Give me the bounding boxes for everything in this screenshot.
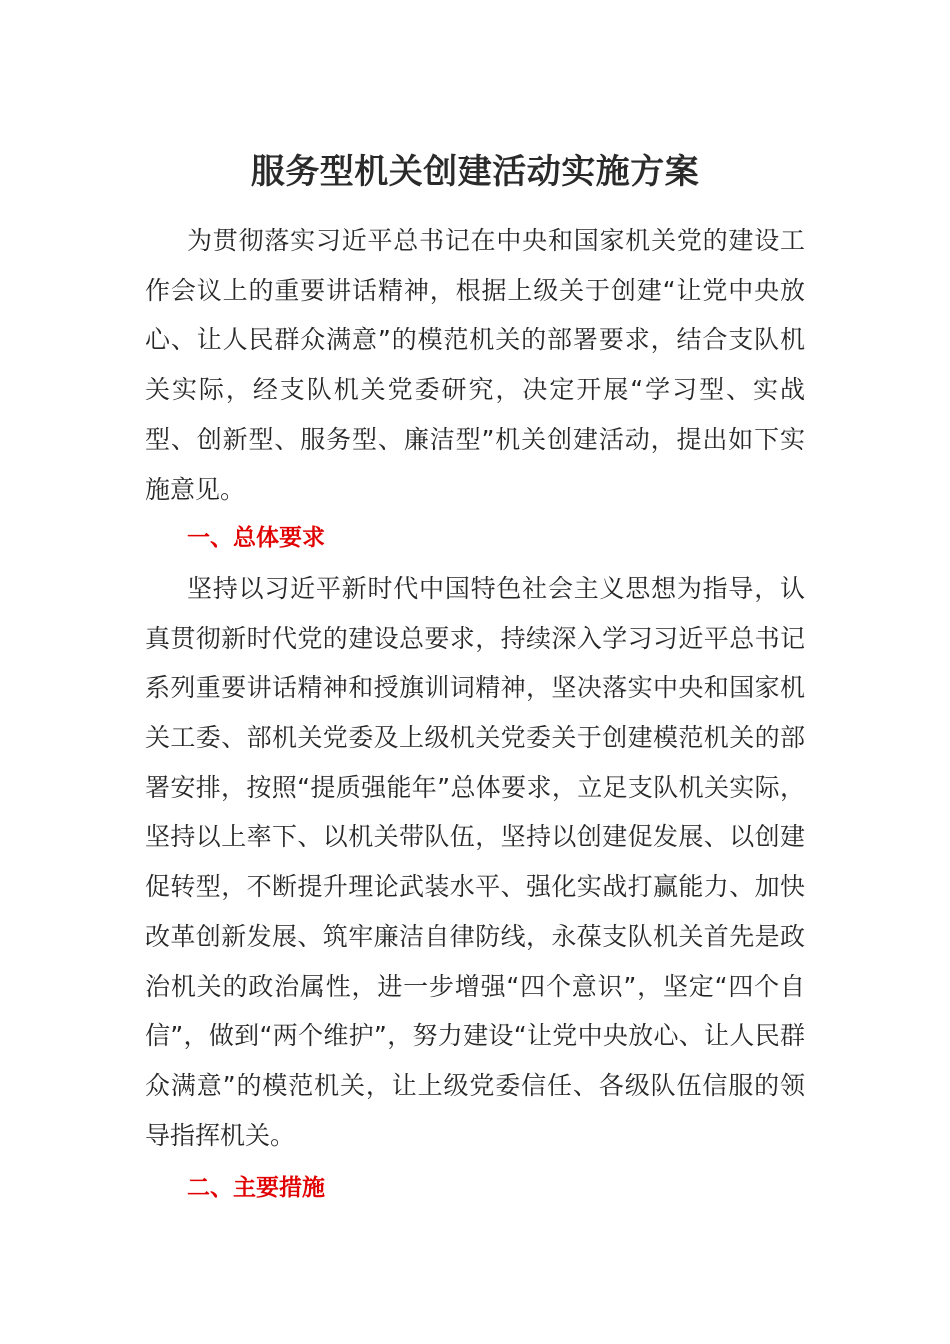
document-body [145,216,805,1214]
section-heading-main-measures: 二、主要措施 [187,1175,325,1202]
section-heading-general-requirements: 一、总体要求 [187,525,325,552]
document-title: 服务型机关创建活动实施方案 [250,152,700,192]
general-requirements-paragraph: 坚持以习近平新时代中国特色社会主义思想为指导，认真贯彻新时代党的建设总要求，持续深入学习习近平总书记系列重要讲话精神和授旗训词精神，坚决落实中央和国家机关工委、部机关党委及上级机关党委关于创建模范机关的部署安排，按照“提质强能年”总体要求，立足支队机关实际，坚持以上率下、以机关带队伍，坚持以创建促发展、以创建促转型，不断提升理论武装水平、强化实战打赢能力、加快改革创新发展、筑牢廉洁自律防线，永葆支队机关首先是政治机关的政治属性，进一步增强“四个意识”，坚定“四个自信”，做到“两个维护”，努力建设“让党中央放心、让人民群众满意”的模范机关，让上级党委信任、各级队伍信服的领导指挥机关。 [145,573,805,1150]
intro-paragraph: 为贯彻落实习近平总书记在中央和国家机关党的建设工作会议上的重要讲话精神，根据上级关于创建“让党中央放心、让人民群众满意”的模范机关的部署要求，结合支队机关实际，经支队机关党委研究，决定开展“学习型、实战型、创新型、服务型、廉洁型”机关创建活动，提出如下实施意见。 [145,226,805,504]
